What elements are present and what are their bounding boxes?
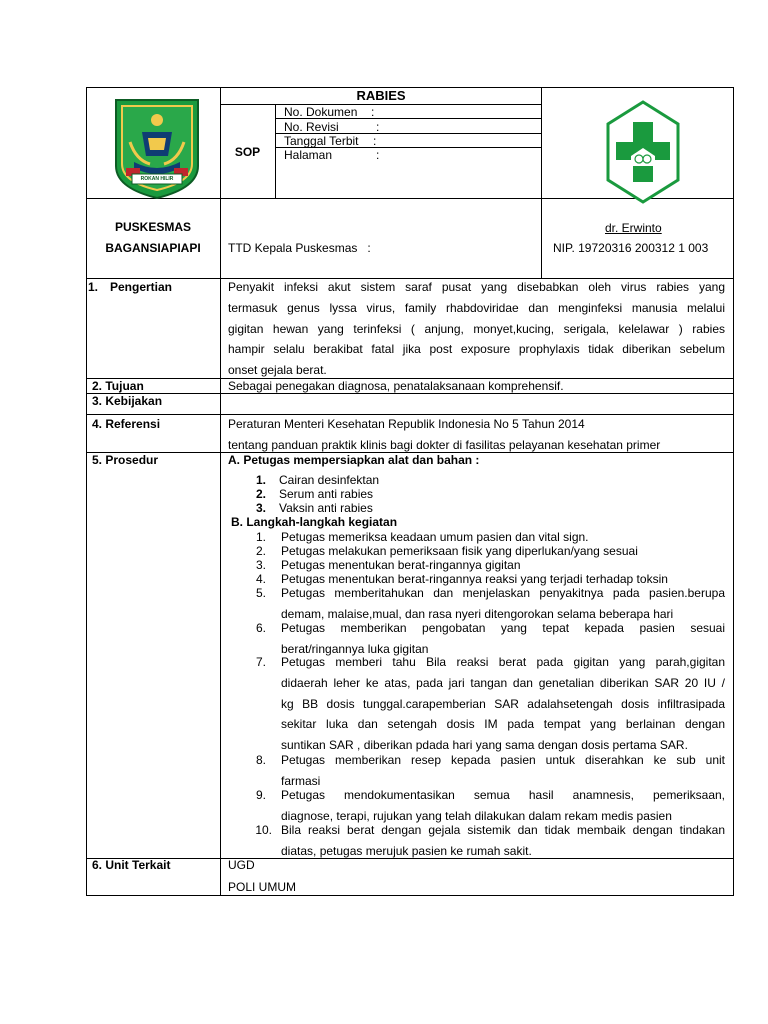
unit-terkait-item: POLI UMUM xyxy=(228,880,297,894)
pengertian-line: Penyakit infeksi akut sistem saraf pusat yang disebabkan oleh virus rabies yang xyxy=(228,280,725,294)
b-step-num: 6. xyxy=(255,621,266,635)
b-step-num: 1. xyxy=(255,530,266,544)
field-no-dokumen-sep: : xyxy=(371,105,375,119)
prosedur-a-title: A. Petugas mempersiapkan alat dan bahan : xyxy=(228,453,480,467)
b-step-line: Petugas memeriksa keadaan umum pasien dan vital sign. xyxy=(281,530,589,544)
b-step-num: 10. xyxy=(255,823,272,837)
b-step-line: kg BB dosis tunggal.carapemberian SAR adalahsetengah dosis infiltrasipada xyxy=(281,696,725,711)
pengertian-label: Pengertian xyxy=(110,280,173,294)
document-title: RABIES xyxy=(356,88,406,103)
doctor-name: dr. Erwinto xyxy=(605,221,662,235)
b-step-line: Petugas melakukan pemeriksaan fisik yang diperlukan/yang sesuai xyxy=(281,544,638,558)
a-item-num: 1. xyxy=(255,473,266,487)
field-halaman-label: Halaman xyxy=(284,148,333,162)
b-step-num: 5. xyxy=(255,586,266,600)
prosedur-b-title: B. Langkah-langkah kegiatan xyxy=(231,515,398,529)
b-step-text xyxy=(281,820,725,862)
b-step-line: Petugas memberikan resep kepada pasien untuk diserahkan ke sub unit xyxy=(281,753,725,767)
unit-terkait-item: UGD xyxy=(228,858,255,872)
doctor-nip: NIP. 19720316 200312 1 003 xyxy=(553,241,709,255)
a-item-num: 3. xyxy=(255,501,266,515)
field-tanggal-terbit-label: Tanggal Terbit xyxy=(284,134,359,148)
puskesmas-cross-logo xyxy=(606,100,680,204)
a-item-text: Vaksin anti rabies xyxy=(279,501,373,515)
referensi-line1: Peraturan Menteri Kesehatan Republik Indonesia No 5 Tahun 2014 xyxy=(228,417,585,431)
kebijakan-label: 3. Kebijakan xyxy=(92,394,163,408)
b-step-line: suntikan SAR , diberikan pdada hari yang sama dengan dosis pertama SAR. xyxy=(281,738,688,753)
b-step-line: farmasi xyxy=(281,774,321,788)
b-step-line: Petugas memberitahukan dan menjelaskan penyakitnya pada pasien.berupa xyxy=(281,586,725,600)
a-item-num: 2. xyxy=(255,487,266,501)
b-step-num: 3. xyxy=(255,558,266,572)
pengertian-line: termasuk genus lyssa virus, family rhabdoviridae dan menginfeksi manusia melalui xyxy=(228,300,725,315)
pengertian-text xyxy=(228,277,725,381)
b-step-num: 4. xyxy=(255,572,266,586)
b-step-line: Bila reaksi berat dengan gejala sistemik dan tidak membaik dengan tindakan xyxy=(281,823,725,837)
b-step-line: Petugas mendokumentasikan semua hasil anamnesis, pemeriksaan, xyxy=(281,788,725,802)
b-step-line: Petugas menentukan berat-ringannya reaksi yang terjadi terhadap toksin xyxy=(281,572,668,586)
org-name-line2: BAGANSIAPIAPI xyxy=(105,241,201,255)
pengertian-line: gigitan hewan yang terinfeksi ( anjung, monyet,kucing, serigala, kelelawar ) rabies xyxy=(228,321,725,336)
b-step-line: didaerah leher ke atas, pada jari tangan dan genetalian diberikan SAR 20 IU / xyxy=(281,675,725,690)
b-step-num: 7. xyxy=(255,655,266,669)
field-no-dokumen-label: No. Dokumen xyxy=(284,105,358,119)
pengertian-line: hampir selalu berakibat fatal jika post exposure prophylaxis tidak diberikan sebelum xyxy=(228,342,725,357)
field-halaman-sep: : xyxy=(376,148,380,162)
b-step-line: diatas, petugas merujuk pasien ke rumah sakit. xyxy=(281,844,532,858)
pengertian-label-num: 1. xyxy=(88,280,99,294)
ttd-label: TTD Kepala Puskesmas : xyxy=(228,241,371,255)
b-step-line: Petugas menentukan berat-ringannya gigitan xyxy=(281,558,521,572)
b-step-num: 8. xyxy=(255,753,266,767)
b-step-line: sekitar luka dan setengah dosis IM pada tempat yang berlainan dengan xyxy=(281,717,725,732)
b-step-line: demam, malaise,mual, dan rasa nyeri ditengorokan selama beberapa hari xyxy=(281,606,674,621)
a-item-text: Serum anti rabies xyxy=(279,487,374,501)
b-step-num: 9. xyxy=(255,788,266,802)
tujuan-text: Sebagai penegakan diagnosa, penatalaksanaan komprehensif. xyxy=(228,379,564,393)
rokan-hilir-emblem-logo xyxy=(112,98,202,200)
b-step-text xyxy=(281,652,725,756)
b-step-line: Petugas memberi tahu Bila reaksi berat pada gigitan yang parah,gigitan xyxy=(281,655,725,669)
field-no-revisi-sep: : xyxy=(376,120,380,134)
b-step-line: diagnose, terapi, rujukan yang telah dilakukan dalam rekam medis pasien xyxy=(281,809,672,823)
field-no-revisi-label: No. Revisi xyxy=(284,120,339,134)
pengertian-line: onset gejala berat. xyxy=(228,363,327,378)
referensi-label: 4. Referensi xyxy=(92,417,161,431)
unit-terkait-label: 6. Unit Terkait xyxy=(92,858,171,872)
b-step-line: Petugas memberikan pengobatan yang tepat kepada pasien sesuai xyxy=(281,621,725,635)
b-step-line: berat/ringannya luka gigitan xyxy=(281,641,429,656)
b-step-num: 2. xyxy=(255,544,266,558)
sop-label: SOP xyxy=(234,145,261,159)
field-tanggal-terbit-sep: : xyxy=(373,134,377,148)
a-item-text: Cairan desinfektan xyxy=(279,473,380,487)
tujuan-label: 2. Tujuan xyxy=(92,379,144,393)
prosedur-label: 5. Prosedur xyxy=(92,453,159,467)
org-name-line1: PUSKESMAS xyxy=(114,220,191,234)
emblem-banner-text: ROKAN HILIR xyxy=(140,176,174,182)
referensi-line2: tentang panduan praktik klinis bagi dokter di fasilitas pelayanan kesehatan primer xyxy=(228,438,661,452)
